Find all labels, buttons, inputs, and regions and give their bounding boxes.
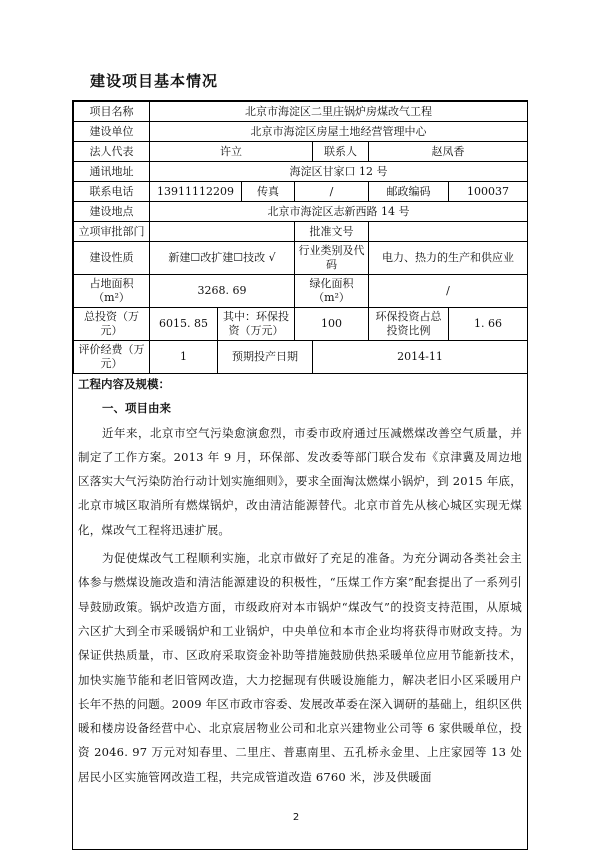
invest-value: 6015. 85 [150, 308, 218, 341]
project-name-value: 北京市海淀区二里庄锅炉房煤改气工程 [150, 102, 528, 122]
eval-fee-value: 1 [150, 341, 218, 374]
area-value: 3268. 69 [150, 275, 295, 308]
contact-value: 赵凤香 [369, 142, 528, 162]
env-ratio-label: 环保投资占总投资比例 [369, 308, 449, 341]
project-content [78, 372, 522, 793]
start-date-value: 2014-11 [313, 341, 528, 374]
builder-label: 建设单位 [74, 122, 150, 142]
env-invest-value: 100 [295, 308, 369, 341]
builder-value: 北京市海淀区房屋土地经营管理中心 [150, 122, 528, 142]
legal-rep-label: 法人代表 [74, 142, 150, 162]
document-title: 建设项目基本情况 [90, 72, 219, 90]
industry-label: 行业类别及代码 [295, 242, 369, 275]
row-eval [74, 341, 528, 374]
approval-no-label: 批准文号 [295, 222, 369, 242]
phone-label: 联系电话 [74, 182, 150, 202]
row-area [74, 275, 528, 308]
site-label: 建设地点 [74, 202, 150, 222]
row-legal-rep [74, 142, 528, 162]
row-builder [74, 122, 528, 142]
section-title: 工程内容及规模： [78, 377, 170, 391]
contact-label: 联系人 [313, 142, 369, 162]
site-value: 北京市海淀区志新西路 14 号 [150, 202, 528, 222]
industry-value: 电力、热力的生产和供应业 [369, 242, 528, 275]
invest-label: 总投资（万元） [74, 308, 150, 341]
legal-rep-value: 许立 [150, 142, 313, 162]
subsection-title: 一、项目由来 [102, 401, 171, 416]
page-number: 2 [292, 812, 300, 823]
green-value: / [369, 275, 528, 308]
paragraph-1: 近年来，北京市空气污染愈演愈烈，市委市政府通过压减燃煤改善空气质量，并制定了工作方案。2013 年 9 月，环保部、发改委等部门联合发布《京津冀及周边地区落实大气污染防治行动计划实施细则》，要求全面淘汰燃煤小锅炉，到 2015 年底，北京市城区取消所有燃煤锅炉，改由清洁能源替代。北京市首先从核心城区实现无煤化，煤改气工程将迅速扩展。 [78, 425, 522, 537]
env-invest-label: 其中：环保投资（万元） [218, 308, 295, 341]
phone-value: 13911112209 [150, 182, 242, 202]
env-ratio-value: 1. 66 [449, 308, 528, 341]
row-site [74, 202, 528, 222]
address-value: 海淀区甘家口 12 号 [150, 162, 528, 182]
approval-dept-label: 立项审批部门 [74, 222, 150, 242]
row-investment [74, 308, 528, 341]
project-name-label: 项目名称 [74, 102, 150, 122]
postcode-label: 邮政编码 [369, 182, 449, 202]
row-phone [74, 182, 528, 202]
nature-value: 新建☐改扩建☐技改 √ [150, 242, 295, 275]
area-label: 占地面积（m²） [74, 275, 150, 308]
postcode-value: 100037 [449, 182, 528, 202]
project-info-table [73, 101, 528, 374]
paragraph-2: 为促使煤改气工程顺利实施，北京市做好了充足的准备。为充分调动各类社会主体参与燃煤设施改造和清洁能源建设的积极性，“压煤工作方案”配套提出了一系列引导鼓励政策。锅炉改造方面，市级政府对本市锅炉“煤改气”的投资支持范围，从原城六区扩大到全市采暖锅炉和工业锅炉，中央单位和本市企业均将获得市财政支持。为保证供热质量，市、区政府采取资金补助等措施鼓励供热采暖单位应用节能新技术，加快实施节能和老旧管网改造，大力挖掘现有供暖设施能力，解决老旧小区采暖用户长年不热的问题。2009 年区市政市容委、发展改革委在深入调研的基础上，组织区供暖和楼房设备经营中心、北京宸居物业公司和北京兴建物业公司等 6 家供暖单位，投资 2046. 97 万元对知春里、二里庄、普惠南里、五孔桥永金里、上庄家园等 13 处居民小区实施管网改造工程，共完成管道改造 6760 米，涉及供暖面 [78, 551, 522, 784]
start-date-label: 预期投产日期 [218, 341, 313, 374]
address-label: 通讯地址 [74, 162, 150, 182]
green-label: 绿化面积（m²） [295, 275, 369, 308]
fax-label: 传真 [242, 182, 295, 202]
row-address [74, 162, 528, 182]
row-project-name [74, 102, 528, 122]
row-nature [74, 242, 528, 275]
approval-dept-value [150, 222, 295, 242]
eval-fee-label: 评价经费（万元） [74, 341, 150, 374]
nature-label: 建设性质 [74, 242, 150, 275]
approval-no-value [369, 222, 528, 242]
row-approval [74, 222, 528, 242]
fax-value: / [295, 182, 369, 202]
